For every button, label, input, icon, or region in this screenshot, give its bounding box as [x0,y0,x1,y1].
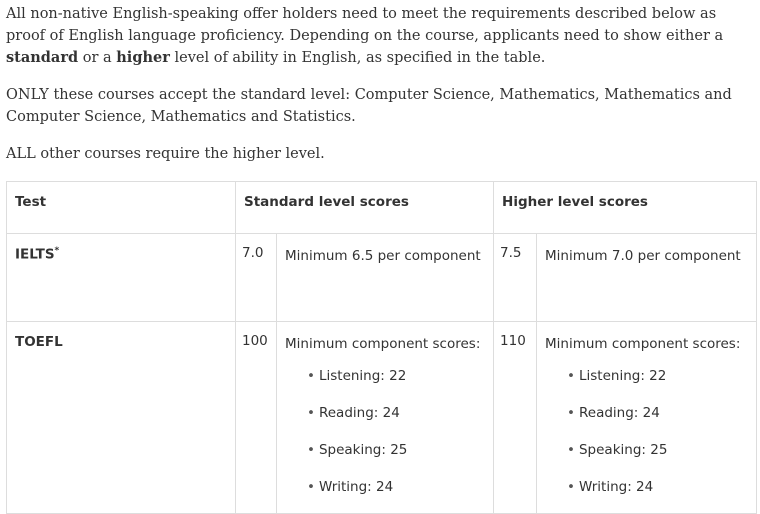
standard-note-line-2: Computer Science, Mathematics and Statistics. [6,109,356,125]
toefl-higher-score: 110 [494,322,537,514]
list-item: • Speaking: 25 [567,439,748,461]
list-item: • Speaking: 25 [307,439,485,461]
english-requirements-table [6,181,757,514]
higher-bold: higher [116,49,170,66]
table-row-ielts [7,234,757,322]
header-test: Test [7,182,236,234]
all-other-courses-note: ALL other courses require the higher level. [6,146,325,162]
table-header-row [7,182,757,234]
ielts-label: IELTS [15,246,55,263]
ielts-higher-score: 7.5 [494,234,537,322]
standard-courses-note [6,84,732,128]
intro-or: or a [78,50,117,66]
ielts-label-cell [7,234,236,322]
list-item: • Listening: 22 [567,365,748,387]
list-item: • Listening: 22 [307,365,485,387]
ielts-asterisk: * [54,246,60,256]
header-standard: Standard level scores [236,182,494,234]
ielts-standard-score: 7.0 [236,234,277,322]
toefl-higher-cell [537,322,757,514]
list-item: • Reading: 24 [307,402,485,424]
list-item: • Writing: 24 [307,476,485,498]
header-higher: Higher level scores [494,182,757,234]
toefl-higher-desc: Minimum component scores: [545,336,741,352]
list-item: • Writing: 24 [567,476,748,498]
intro-line-2: proof of English language proficiency. Depending on the course, applicants need to show either a [6,28,724,44]
standard-bold: standard [6,49,79,66]
toefl-standard-cell [277,322,494,514]
toefl-standard-desc: Minimum component scores: [285,336,481,352]
ielts-standard-desc: Minimum 6.5 per component [277,234,494,322]
toefl-standard-score: 100 [236,322,277,514]
intro-line-1: All non-native English-speaking offer holders need to meet the requirements described below as [6,6,717,22]
table-row-toefl [7,322,757,514]
toefl-higher-list [545,365,748,498]
intro-line-3-rest: level of ability in English, as specified in the table. [169,50,546,66]
intro-paragraph [6,3,723,69]
toefl-label: TOEFL [7,322,236,514]
toefl-standard-list [285,365,485,498]
ielts-higher-desc: Minimum 7.0 per component [537,234,757,322]
list-item: • Reading: 24 [567,402,748,424]
standard-note-line-1: ONLY these courses accept the standard level: Computer Science, Mathematics, Mathematics and [6,87,732,103]
